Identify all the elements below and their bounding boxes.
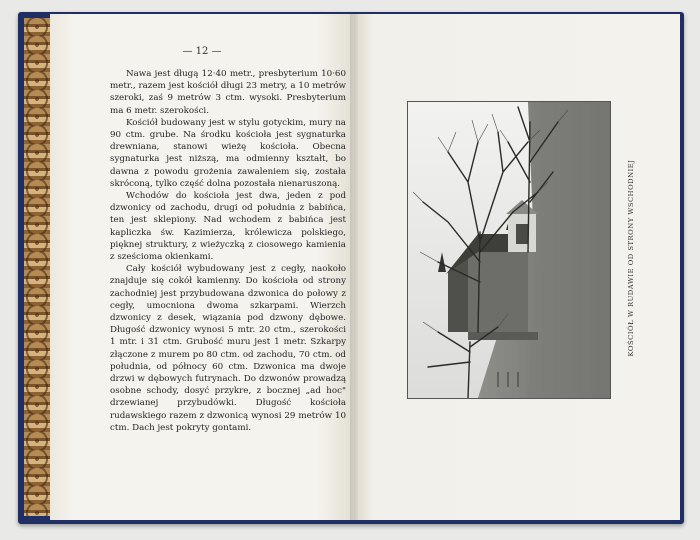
church-photo-image (408, 102, 610, 398)
paragraph: Nawa jest długą 12·40 metr., presbyterium 10·60 metr., razem jest kościół długi 23 metry, a 10 metrów szeroki, zaś 9 metrów 3 ctm. wysoki. Presbyterium ma 6 metr. szerokości. (110, 69, 346, 116)
paragraph: Cały kościół wybudowany jest z cegły, naokoło znajduje się cokół kamienny. Do kościoła od strony zachodniej jest przybudowana dzwonica do połowy z cegły, umocniona dwoma szkarpami. Wierzch dzwonicy z desek, wiązania pod dzwony dębowe. Długość dzwonicy wynosi 5 mtr. 20 ctm., szerokości 1 mtr. i 31 ctm. Grubość muru jest 1 metr. Szkarpy złączone z murem po 80 ctm. od zachodu, 70 ctm. od południa, od północy 60 ctm. Dzwonica ma dwoje drzwi w dębowych futrynach. Do dzwonów prowadzą osobne schody, dosyć przykre, z bocznej „ad hoc" drzewianej przybudówki. Długość kościoła rudawskiego razem z dzwonicą wynosi 29 metrów 10 ctm. Dach jest pokryty gontami. (110, 264, 346, 433)
left-page (50, 14, 354, 520)
decorative-spine-strip (24, 18, 51, 516)
church-photograph (407, 101, 611, 399)
body-text (110, 68, 346, 434)
page-number: — 12 — (182, 46, 222, 57)
plate-caption: KOŚCIÓŁ W RUDAWIE OD STRONY WSCHODNIEJ (627, 159, 635, 357)
paragraph: Kościół budowany jest w stylu gotyckim, mury na 90 ctm. grube. Na środku kościoła jest sygnaturka drewniana, stanowi wieżę kościoła. Obecna sygnaturka jest niższą, ma odmienny kształt, bo dawna z powodu grożenia zawaleniem się, została skróconą, tylko część dolna pozostała nienaruszoną. (110, 117, 346, 189)
page-gutter (350, 14, 358, 520)
paragraph: Wchodów do kościoła jest dwa, jeden z pod dzwonicy od zachodu, drugi od południa z babińca, ten jest sklepiony. Nad wchodem z babińca jest kapliczka św. Kazimierza, królewicza polskiego, pięknej struktury, z wieżyczką z ciosowego kamienia z sześcioma okienkami. (110, 191, 346, 263)
